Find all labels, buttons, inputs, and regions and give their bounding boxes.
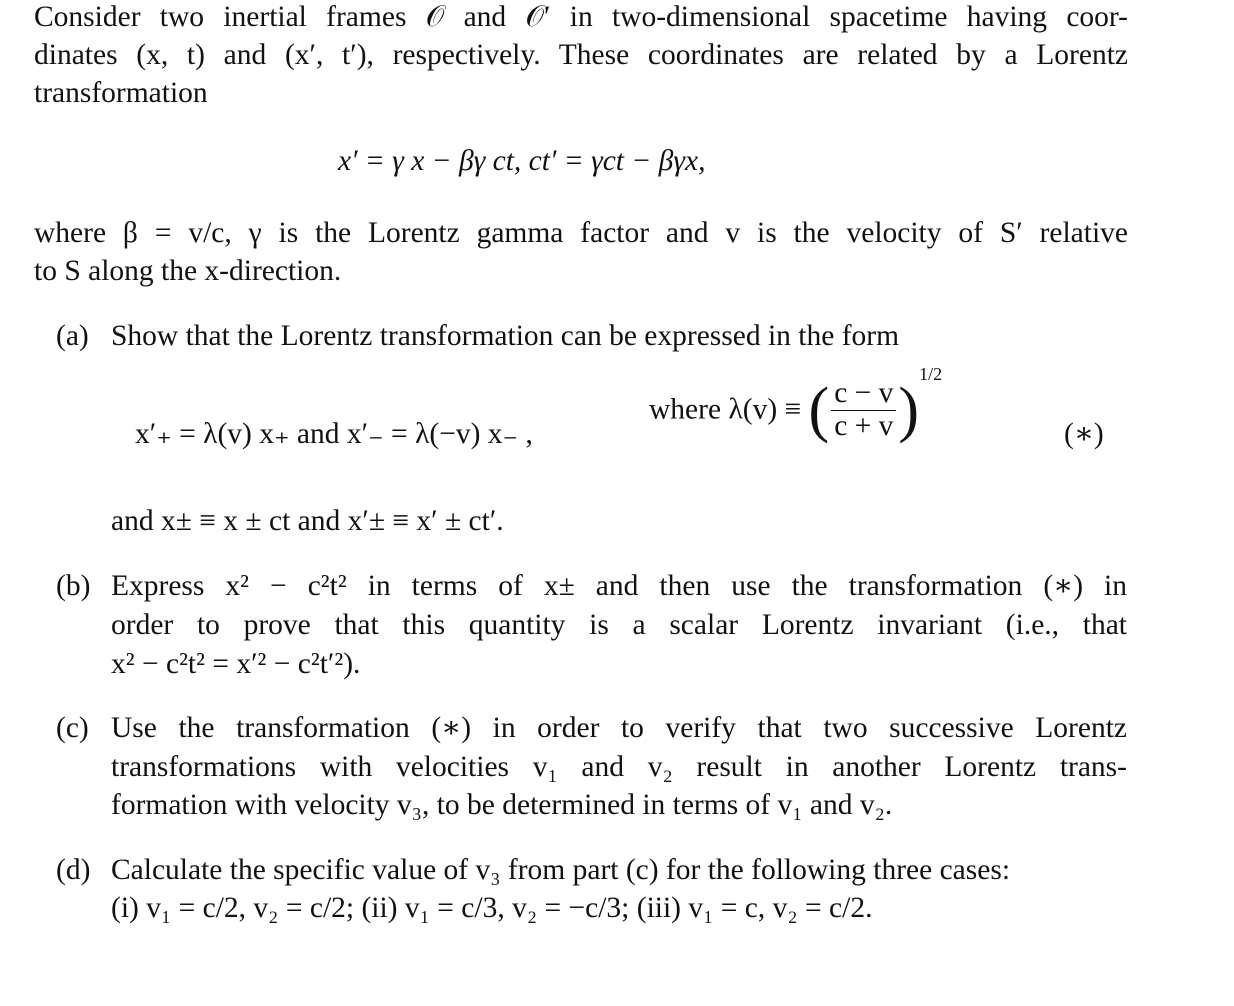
part-d-label: (d) [56, 854, 91, 886]
intro-line-1: Consider two inertial frames 𝒪 and 𝒪′ in two-dimensional spacetime having coor- [34, 1, 1128, 33]
part-c-line-1: Use the transformation (∗) in order to verify that two successive Lorentz [111, 712, 1127, 744]
part-a-lambda-definition: where λ(v) ≡ ( $\frac{c - v}{c + v}$ )$^{1/2}$ [649, 363, 943, 444]
part-d-line-2: (i) v₁ = c/2, v₂ = c/2; (ii) v₁ = c/3, v₂ = −c/3; (iii) v₁ = c, v₂ = c/2. [111, 892, 873, 924]
intro-line-2: dinates (x, t) and (x′, t′), respectively. These coordinates are related by a Lorentz [34, 39, 1128, 71]
lorentz-equation: x′ = γ x − βγ ct, ct′ = γct − βγx, [338, 145, 706, 177]
part-a-equation-left: x′₊ = λ(v) x₊ and x′₋ = λ(−v) x₋ , [135, 418, 533, 450]
part-a-text: Show that the Lorentz transformation can be expressed in the form [111, 320, 900, 352]
part-c-label: (c) [56, 712, 89, 744]
part-c-line-2: transformations with velocities v₁ and v₂ result in another Lorentz trans- [111, 751, 1127, 783]
part-b-line-3: x² − c²t² = x′² − c²t′²). [111, 648, 361, 680]
part-b-line-1: Express x² − c²t² in terms of x± and then use the transformation (∗) in [111, 570, 1127, 602]
equation-tag: (∗) [1064, 418, 1104, 450]
exponent: 1/2 [919, 363, 943, 384]
part-a-label: (a) [56, 320, 89, 352]
where-line-1: where β = v/c, γ is the Lorentz gamma factor and v is the velocity of S′ relative [34, 217, 1128, 249]
part-a-after: and x± ≡ x ± ct and x′± ≡ x′ ± ct′. [111, 505, 504, 537]
lambda-fraction: $\frac{c - v}{c + v}$ [831, 379, 896, 441]
left-paren: ( [808, 376, 830, 444]
part-d-line-1: Calculate the specific value of v₃ from part (c) for the following three cases: [111, 854, 1011, 886]
intro-line-3: transformation [34, 77, 208, 109]
part-b-label: (b) [56, 570, 91, 602]
part-c-line-3: formation with velocity v₃, to be determined in terms of v₁ and v₂. [111, 789, 893, 821]
part-b-line-2: order to prove that this quantity is a scalar Lorentz invariant (i.e., that [111, 609, 1127, 641]
right-paren: ) [898, 376, 920, 444]
where-line-2: to S along the x-direction. [34, 255, 342, 287]
